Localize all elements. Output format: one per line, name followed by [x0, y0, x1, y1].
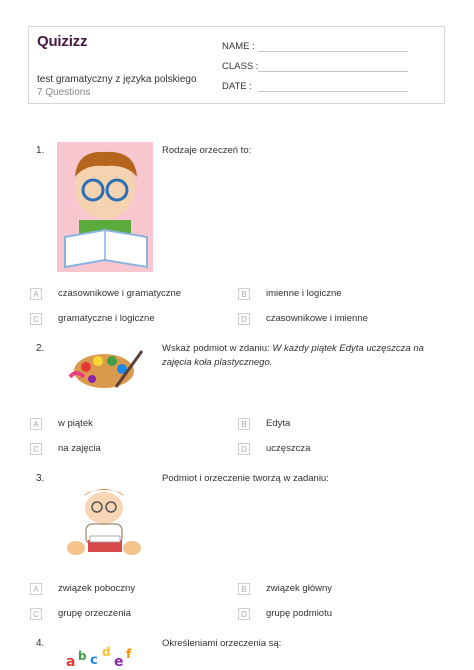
option-letter: B [238, 418, 250, 430]
question-sentence-line1: W każdy piątek Edyta uczęszcza na [272, 343, 424, 354]
option-text[interactable]: związek główny [266, 583, 332, 594]
option-letter: C [30, 443, 42, 455]
svg-text:b: b [78, 649, 87, 663]
option-letter: C [30, 608, 42, 620]
option-text[interactable]: czasownikowe i gramatyczne [58, 288, 182, 299]
option-letter: A [30, 583, 42, 595]
question-text: Określeniami orzeczenia są: [162, 638, 282, 649]
question-number: 4. [36, 638, 45, 649]
question-text: Rodzaje orzeczeń to: [162, 145, 252, 156]
question-text-prefix: Wskaż podmiot w zdaniu: [162, 343, 273, 354]
quiz-title: test gramatyczny z języka polskiego [37, 74, 197, 85]
option-text[interactable]: Edyta [266, 418, 291, 429]
question-sentence-line2: zajęcia koła plastycznego. [162, 357, 273, 368]
option-letter: A [30, 418, 42, 430]
svg-text:e: e [114, 654, 124, 670]
question-number: 1. [36, 145, 45, 156]
option-text[interactable]: związek poboczny [58, 583, 136, 594]
option-letter: D [238, 443, 250, 455]
option-text[interactable]: grupę podmiotu [266, 608, 333, 619]
colorful-letters-illustration [60, 640, 144, 670]
date-field[interactable] [258, 91, 408, 92]
class-field[interactable] [258, 71, 408, 72]
option-letter: B [238, 288, 250, 300]
boy-reading-book-illustration [57, 142, 153, 272]
option-text[interactable]: gramatyczne i logiczne [58, 313, 155, 324]
option-text[interactable]: czasownikowe i imienne [266, 313, 368, 324]
question-number: 2. [36, 343, 45, 354]
name-field[interactable] [258, 51, 408, 52]
option-letter: A [30, 288, 42, 300]
svg-text:a: a [66, 654, 76, 670]
svg-text:d: d [102, 645, 111, 659]
option-text[interactable]: w piątek [58, 418, 93, 429]
question-count: 7 Questions [37, 87, 91, 98]
question-text: Podmiot i orzeczenie tworzą w zadaniu: [162, 473, 329, 484]
question-text [162, 342, 442, 370]
paint-palette-illustration [66, 347, 146, 393]
svg-text:c: c [90, 653, 98, 668]
date-label: DATE : [222, 81, 252, 92]
option-letter: B [238, 583, 250, 595]
option-letter: D [238, 608, 250, 620]
option-text[interactable]: imienne i logiczne [266, 288, 342, 299]
quizizz-logo: Quizizz [37, 33, 88, 50]
option-text[interactable]: na zajęcia [58, 443, 101, 454]
option-text[interactable]: uczęszcza [266, 443, 311, 454]
option-text[interactable]: grupę orzeczenia [58, 608, 131, 619]
option-letter: D [238, 313, 250, 325]
child-with-books-illustration [66, 486, 142, 560]
class-label: CLASS : [222, 61, 259, 72]
option-letter: C [30, 313, 42, 325]
question-number: 3. [36, 473, 45, 484]
name-label: NAME : [222, 41, 255, 52]
svg-text:f: f [126, 647, 132, 661]
